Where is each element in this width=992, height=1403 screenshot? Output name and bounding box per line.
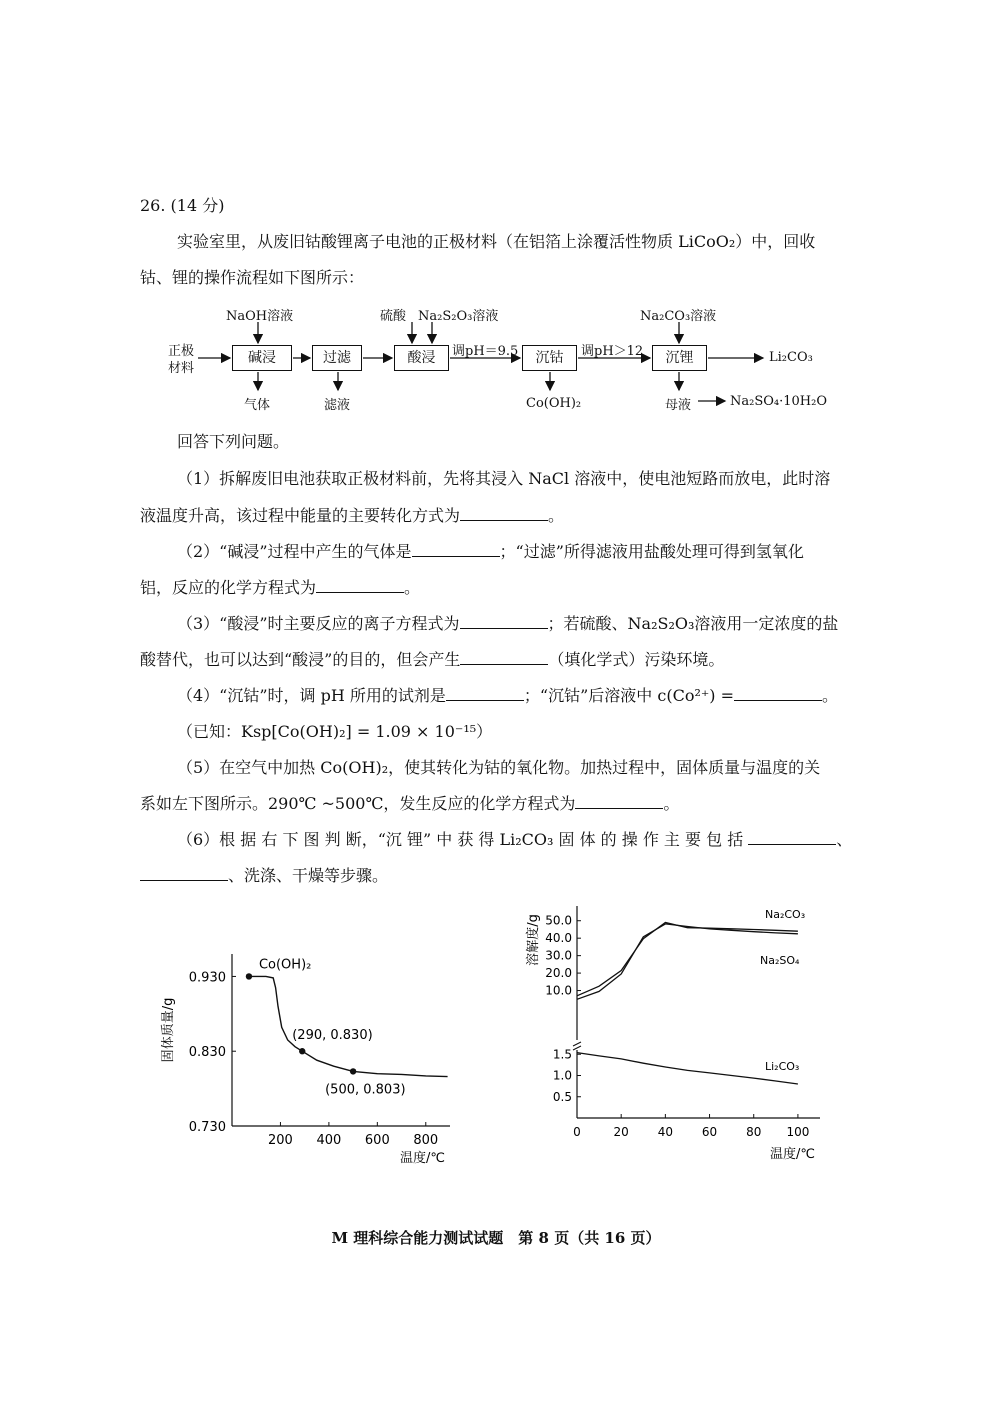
x-tick-label: 100	[786, 1125, 810, 1139]
y-tick-label: 0.5	[552, 1089, 572, 1104]
mass-curve	[249, 976, 448, 1076]
q3-line-2: 酸替代，也可以达到“酸浸”的目的，但会产生 （填化学式）污染环境。	[140, 650, 725, 669]
q6-line-1: （6）根 据 右 下 图 判 断，“沉 锂” 中 获 得 Li₂CO₃ 固 体 的 操 作 主 要 包 括 、	[177, 830, 853, 849]
q3-line-1: （3）“酸浸”时主要反应的离子方程式为 ；若硫酸、Na₂S₂O₃溶液用一定浓度的盐	[177, 614, 839, 633]
product-sodium-sulfate: Na₂SO₄·10H₂O	[730, 394, 827, 409]
x-axis-label: 温度/℃	[400, 1151, 445, 1166]
x-tick-label: 80	[746, 1125, 762, 1139]
x-tick-label: 200	[268, 1133, 293, 1148]
point-annotation: Co(OH)₂	[258, 957, 312, 973]
x-tick-label: 20	[613, 1125, 629, 1139]
output-filtrate: 滤液	[324, 398, 351, 413]
intro-line-1: 实验室里，从废旧钴酸锂离子电池的正极材料（在铝箔上涂覆活性物质 LiCoO₂）中，回收	[177, 232, 816, 251]
point-annotation: (290, 0.830)	[292, 1028, 373, 1044]
answer-prompt: 回答下列问题。	[177, 432, 290, 451]
x-tick-label: 60	[701, 1125, 718, 1139]
answer-blank[interactable]	[446, 686, 524, 701]
q5-line-2: 系如左下图所示。290℃ ~500℃，发生反应的化学方程式为 。	[140, 794, 680, 813]
process-flow-diagram	[160, 300, 860, 420]
step-alkali-leach: 碱浸	[232, 345, 292, 371]
y-tick-label: 0.930	[188, 970, 226, 986]
q4-line-1: （4）“沉钴”时，调 pH 所用的试剂是 ；“沉钴”后溶液中 c(Co²⁺) = 。	[177, 686, 839, 705]
y-tick-label: 50.0	[545, 913, 572, 928]
series-label: Na₂CO₃	[765, 908, 806, 921]
y-tick-label: 10.0	[545, 983, 572, 998]
mass-temperature-chart	[160, 940, 470, 1170]
reagent-thiosulfate: Na₂S₂O₃溶液	[418, 309, 499, 324]
answer-blank[interactable]	[316, 578, 404, 593]
reagent-sulfuric-acid: 硫酸	[380, 309, 407, 324]
axis-break-mark	[573, 1042, 581, 1050]
answer-blank[interactable]	[734, 686, 822, 701]
answer-blank[interactable]	[748, 830, 836, 845]
data-point	[246, 973, 252, 979]
answer-blank[interactable]	[460, 650, 548, 665]
q6-line-2: 、洗涤、干燥等步骤。	[140, 866, 388, 886]
condition-ph-2: 调pH＞12	[581, 344, 644, 359]
x-tick-label: 40	[657, 1125, 674, 1139]
output-gas: 气体	[244, 398, 271, 413]
answer-blank[interactable]	[412, 542, 500, 557]
start-label-1: 正极	[168, 344, 195, 359]
step-acid-leach: 酸浸	[394, 345, 449, 371]
reagent-naoh: NaOH溶液	[226, 309, 294, 324]
data-point	[299, 1048, 305, 1054]
intro-line-2: 钴、锂的操作流程如下图所示：	[140, 268, 365, 287]
x-tick-label: 800	[413, 1133, 439, 1148]
q4-line-2: （已知：Ksp[Co(OH)₂] = 1.09 × 10⁻¹⁵）	[177, 722, 493, 741]
data-point	[350, 1068, 356, 1074]
point-annotation: (500, 0.803)	[325, 1082, 406, 1098]
product-lithium-carbonate: Li₂CO₃	[769, 350, 813, 365]
q1-line-2: 液温度升高，该过程中能量的主要转化方式为 。	[140, 506, 565, 525]
series-label: Li₂CO₃	[765, 1060, 800, 1073]
y-tick-label: 1.5	[552, 1047, 572, 1062]
q2-line-2: 铝，反应的化学方程式为 。	[140, 578, 421, 597]
output-cobalt-hydroxide: Co(OH)₂	[526, 396, 582, 411]
condition-ph-1: 调pH＝9.5	[452, 344, 519, 359]
x-tick-label: 600	[364, 1133, 390, 1148]
y-axis-label: 溶解度/g	[526, 914, 541, 966]
q2-line-1: （2）“碱浸”过程中产生的气体是 ；“过滤”所得滤液用盐酸处理可得到氢氧化	[177, 542, 804, 561]
page-footer: M 理科综合能力测试试题 第 8 页（共 16 页）	[331, 1229, 661, 1247]
solubility-temperature-chart	[515, 900, 835, 1170]
answer-blank[interactable]	[140, 866, 228, 881]
question-number: 26. (14 分)	[140, 196, 225, 215]
y-tick-label: 0.730	[188, 1120, 226, 1135]
y-tick-label: 0.830	[188, 1045, 226, 1061]
x-tick-label: 400	[316, 1133, 342, 1148]
q1-line-1: （1）拆解废旧电池获取正极材料前，先将其浸入 NaCl 溶液中，使电池短路而放电，此时溶	[177, 469, 831, 488]
reagent-carbonate: Na₂CO₃溶液	[640, 309, 717, 324]
start-label-2: 材料	[168, 361, 195, 376]
series-label: Na₂SO₄	[760, 954, 800, 967]
step-lithium-precipitation: 沉锂	[652, 345, 707, 371]
y-tick-label: 1.0	[552, 1068, 572, 1083]
answer-blank[interactable]	[460, 614, 548, 629]
output-mother-liquor: 母液	[665, 398, 692, 413]
y-tick-label: 30.0	[545, 948, 572, 963]
q5-line-1: （5）在空气中加热 Co(OH)₂，使其转化为钴的氧化物。加热过程中，固体质量与温度的关	[177, 758, 821, 777]
y-axis-label: 固体质量/g	[161, 997, 176, 1063]
x-tick-label: 0	[573, 1125, 581, 1139]
x-axis-label: 温度/℃	[770, 1147, 815, 1162]
answer-blank[interactable]	[575, 794, 663, 809]
answer-blank[interactable]	[460, 506, 548, 521]
y-tick-label: 40.0	[545, 931, 572, 946]
y-tick-label: 20.0	[545, 966, 572, 981]
step-cobalt-precipitation: 沉钴	[522, 345, 577, 371]
step-filter: 过滤	[312, 345, 362, 371]
